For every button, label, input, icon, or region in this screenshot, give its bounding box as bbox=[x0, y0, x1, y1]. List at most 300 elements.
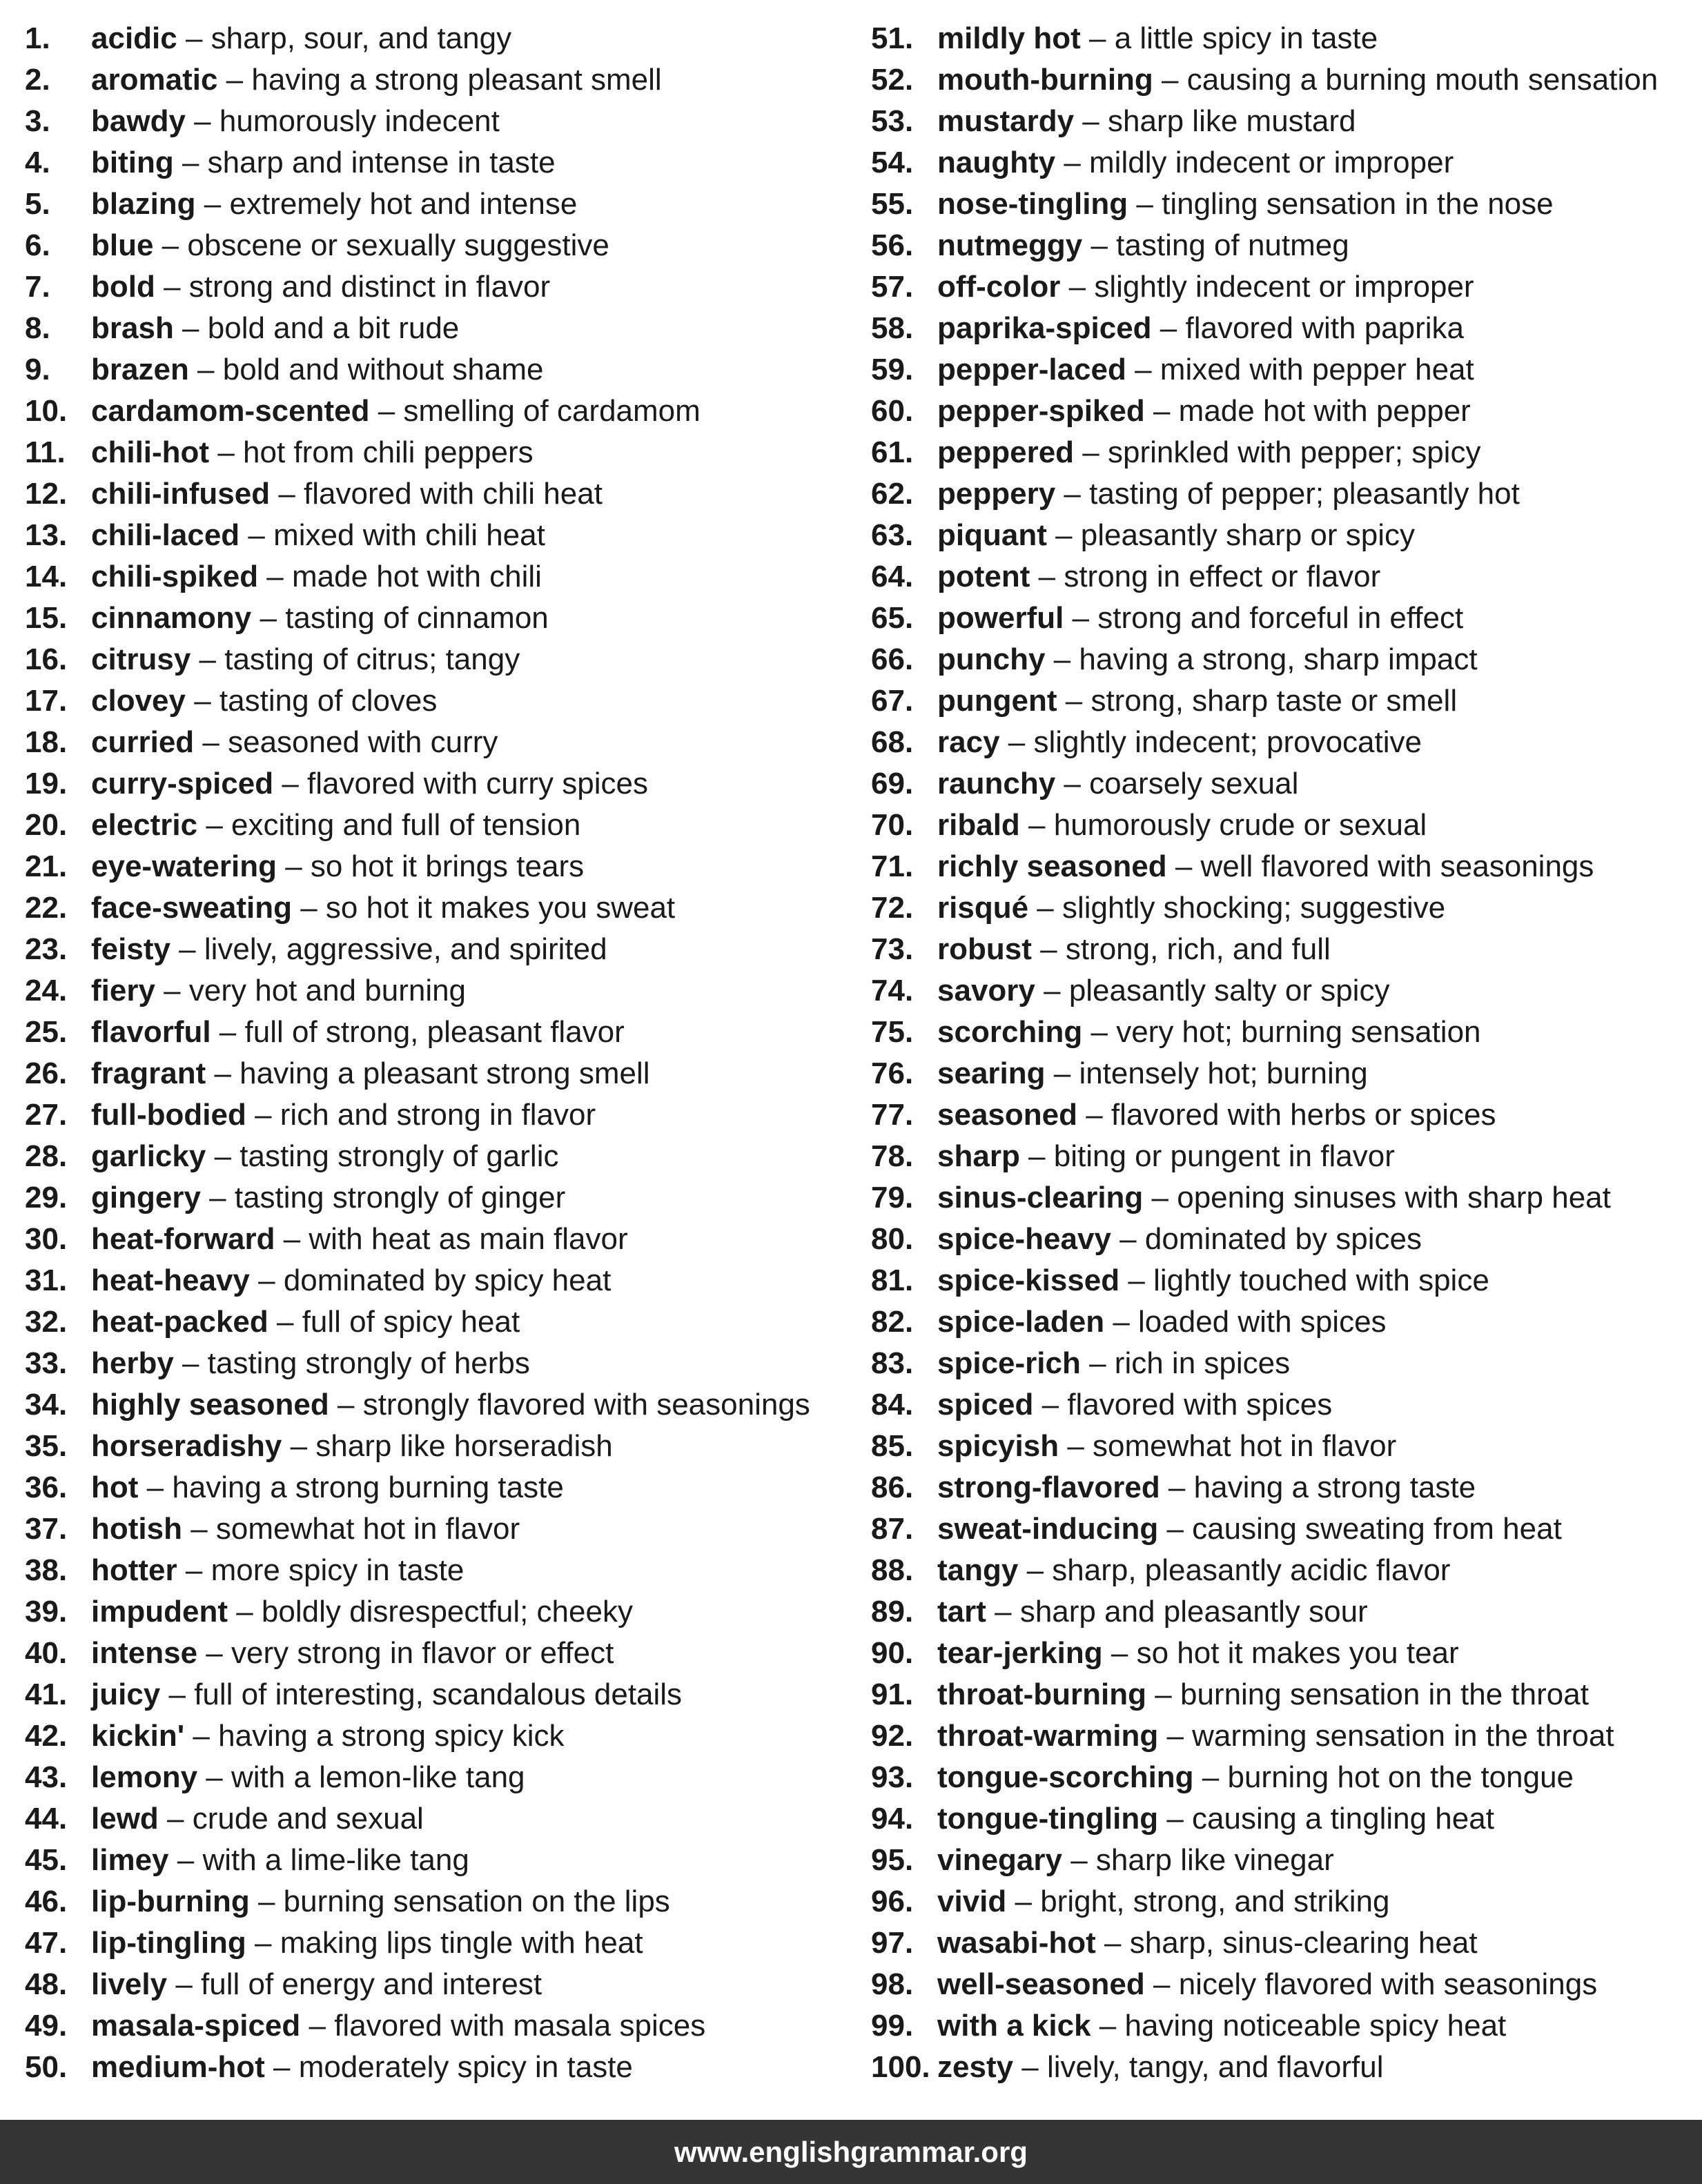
item-word: nose-tingling bbox=[937, 187, 1128, 221]
item-word: heat-heavy bbox=[91, 1263, 250, 1297]
item-word: nutmeggy bbox=[937, 228, 1083, 262]
item-body bbox=[937, 1136, 1395, 1177]
item-number: 85. bbox=[871, 1429, 914, 1463]
item-body bbox=[937, 1343, 1290, 1384]
item-separator: – bbox=[173, 1346, 208, 1380]
item-definition: a little spicy in taste bbox=[1114, 21, 1378, 55]
item-number: 1. bbox=[25, 21, 50, 55]
item-separator: – bbox=[167, 1967, 202, 2001]
item-number: 72. bbox=[871, 891, 914, 925]
item-separator: – bbox=[1074, 435, 1108, 469]
item-number: 39. bbox=[25, 1595, 68, 1629]
item-definition: having a strong pleasant smell bbox=[251, 63, 662, 97]
item-number: 28. bbox=[25, 1139, 68, 1173]
item-word: peppered bbox=[937, 435, 1075, 469]
item-word: ribald bbox=[937, 808, 1020, 842]
item-number: 77. bbox=[871, 1098, 914, 1132]
item-separator: – bbox=[1082, 1015, 1117, 1049]
item-body bbox=[937, 1550, 1450, 1591]
item-definition: intensely hot; burning bbox=[1079, 1056, 1368, 1090]
item-body bbox=[91, 308, 459, 349]
item-definition: dominated by spicy heat bbox=[283, 1263, 612, 1297]
item-body bbox=[91, 1591, 633, 1633]
item-number: 21. bbox=[25, 849, 68, 883]
item-word: blue bbox=[91, 228, 154, 262]
item-word: hotish bbox=[91, 1512, 182, 1546]
item-word: tangy bbox=[937, 1553, 1019, 1587]
item-separator: – bbox=[1104, 1305, 1139, 1339]
item-definition: pleasantly sharp or spicy bbox=[1080, 518, 1416, 552]
item-number: 26. bbox=[25, 1056, 68, 1090]
item-number: 7. bbox=[25, 270, 50, 304]
item-word: strong-flavored bbox=[937, 1470, 1160, 1504]
item-separator: – bbox=[1158, 1719, 1193, 1753]
item-body bbox=[91, 391, 701, 432]
item-body bbox=[91, 1426, 613, 1467]
item-body bbox=[91, 473, 603, 515]
item-number: 45. bbox=[25, 1843, 68, 1877]
item-separator: – bbox=[160, 1678, 195, 1711]
item-definition: very hot; burning sensation bbox=[1116, 1015, 1481, 1049]
item-number: 46. bbox=[25, 1885, 68, 1918]
item-word: citrusy bbox=[91, 642, 191, 676]
item-body bbox=[91, 722, 498, 763]
item-separator: – bbox=[1080, 1346, 1115, 1380]
item-separator: – bbox=[1055, 767, 1090, 800]
item-definition: flavored with spices bbox=[1067, 1388, 1333, 1421]
item-separator: – bbox=[185, 684, 219, 718]
item-body bbox=[937, 266, 1474, 308]
item-body bbox=[91, 1343, 530, 1384]
item-separator: – bbox=[1019, 808, 1054, 842]
item-body bbox=[91, 556, 542, 598]
item-body bbox=[937, 680, 1457, 722]
item-number: 43. bbox=[25, 1760, 68, 1794]
item-word: blazing bbox=[91, 187, 196, 221]
item-body bbox=[91, 1881, 670, 1922]
item-body bbox=[937, 308, 1464, 349]
item-separator: – bbox=[1045, 642, 1079, 676]
item-number: 56. bbox=[871, 228, 914, 262]
item-separator: – bbox=[369, 394, 404, 428]
item-word: punchy bbox=[937, 642, 1046, 676]
item-separator: – bbox=[190, 642, 225, 676]
item-word: hotter bbox=[91, 1553, 177, 1587]
item-word: garlicky bbox=[91, 1139, 206, 1173]
item-definition: sharp like vinegar bbox=[1095, 1843, 1334, 1877]
item-body bbox=[937, 2005, 1506, 2047]
item-number: 9. bbox=[25, 353, 50, 386]
item-word: with a kick bbox=[937, 2009, 1091, 2043]
item-separator: – bbox=[1153, 63, 1187, 97]
item-word: sweat-inducing bbox=[937, 1512, 1159, 1546]
item-word: mustardy bbox=[937, 104, 1075, 138]
item-separator: – bbox=[168, 1843, 203, 1877]
item-separator: – bbox=[1059, 1429, 1093, 1463]
item-definition: strong, sharp taste or smell bbox=[1090, 684, 1458, 718]
item-separator: – bbox=[276, 849, 311, 883]
item-word: tear-jerking bbox=[937, 1636, 1103, 1670]
item-body bbox=[91, 1550, 464, 1591]
item-word: pepper-laced bbox=[937, 353, 1126, 386]
item-word: full-bodied bbox=[91, 1098, 246, 1132]
item-word: tongue-tingling bbox=[937, 1802, 1159, 1836]
item-separator: – bbox=[197, 1760, 231, 1794]
item-word: eye-watering bbox=[91, 849, 277, 883]
item-definition: mixed with chili heat bbox=[273, 518, 545, 552]
item-separator: – bbox=[173, 311, 208, 345]
item-separator: – bbox=[1055, 146, 1090, 179]
item-definition: hot from chili peppers bbox=[243, 435, 534, 469]
item-separator: – bbox=[275, 1222, 309, 1256]
item-number: 27. bbox=[25, 1098, 68, 1132]
item-definition: tasting of citrus; tangy bbox=[224, 642, 520, 676]
item-definition: with a lemon-like tang bbox=[231, 1760, 525, 1794]
item-definition: well flavored with seasonings bbox=[1200, 849, 1594, 883]
item-word: aromatic bbox=[91, 63, 218, 97]
item-number: 17. bbox=[25, 684, 68, 718]
item-number: 16. bbox=[25, 642, 68, 676]
item-body bbox=[937, 1633, 1459, 1674]
item-body bbox=[91, 763, 648, 805]
item-number: 10. bbox=[25, 394, 68, 428]
item-separator: – bbox=[1160, 1470, 1194, 1504]
item-body bbox=[937, 101, 1356, 142]
item-body bbox=[937, 142, 1454, 184]
item-number: 4. bbox=[25, 146, 50, 179]
item-definition: bold and a bit rude bbox=[207, 311, 460, 345]
item-definition: strongly flavored with seasonings bbox=[362, 1388, 810, 1421]
item-word: naughty bbox=[937, 146, 1056, 179]
item-body bbox=[937, 929, 1331, 970]
item-separator: – bbox=[1102, 1636, 1137, 1670]
item-definition: full of energy and interest bbox=[201, 1967, 542, 2001]
item-word: feisty bbox=[91, 932, 170, 966]
item-number: 60. bbox=[871, 394, 914, 428]
item-number: 49. bbox=[25, 2009, 68, 2043]
item-definition: sharp and pleasantly sour bbox=[1019, 1595, 1368, 1629]
item-separator: – bbox=[1146, 1678, 1180, 1711]
item-word: cardamom-scented bbox=[91, 394, 370, 428]
item-definition: sharp, pleasantly acidic flavor bbox=[1052, 1553, 1451, 1587]
item-separator: – bbox=[158, 1802, 193, 1836]
item-separator: – bbox=[268, 1305, 302, 1339]
item-word: seasoned bbox=[937, 1098, 1077, 1132]
item-word: savory bbox=[937, 974, 1035, 1007]
item-number: 79. bbox=[871, 1181, 914, 1214]
item-body bbox=[937, 1757, 1574, 1798]
item-number: 88. bbox=[871, 1553, 914, 1587]
item-separator: – bbox=[170, 932, 204, 966]
item-definition: tasting strongly of ginger bbox=[234, 1181, 566, 1214]
item-word: tart bbox=[937, 1595, 986, 1629]
item-body bbox=[91, 1467, 564, 1508]
item-number: 48. bbox=[25, 1967, 68, 2001]
item-body bbox=[937, 391, 1471, 432]
item-word: chili-spiked bbox=[91, 560, 259, 593]
item-body bbox=[91, 1922, 643, 1964]
item-number: 55. bbox=[871, 187, 914, 221]
item-body bbox=[937, 18, 1378, 59]
item-definition: burning sensation in the throat bbox=[1180, 1678, 1589, 1711]
item-word: lip-tingling bbox=[91, 1926, 246, 1960]
item-word: throat-burning bbox=[937, 1678, 1147, 1711]
item-number: 59. bbox=[871, 353, 914, 386]
item-body bbox=[91, 2005, 705, 2047]
item-separator: – bbox=[1090, 2009, 1125, 2043]
item-word: pungent bbox=[937, 684, 1057, 718]
item-definition: so hot it makes you tear bbox=[1136, 1636, 1459, 1670]
item-separator: – bbox=[211, 1015, 245, 1049]
item-body bbox=[91, 1384, 810, 1426]
item-separator: – bbox=[1144, 394, 1179, 428]
item-separator: – bbox=[182, 1512, 216, 1546]
item-definition: causing a burning mouth sensation bbox=[1186, 63, 1659, 97]
item-definition: having noticeable spicy heat bbox=[1124, 2009, 1507, 2043]
item-definition: sprinkled with pepper; spicy bbox=[1107, 435, 1481, 469]
item-body bbox=[91, 225, 609, 266]
item-separator: – bbox=[173, 146, 208, 179]
item-body bbox=[937, 59, 1658, 101]
item-word: electric bbox=[91, 808, 198, 842]
item-body bbox=[91, 1757, 525, 1798]
item-separator: – bbox=[329, 1388, 363, 1421]
item-number: 93. bbox=[871, 1760, 914, 1794]
item-separator: – bbox=[246, 1926, 280, 1960]
item-definition: pleasantly salty or spicy bbox=[1068, 974, 1390, 1007]
item-definition: sharp like mustard bbox=[1108, 104, 1356, 138]
item-word: tongue-scorching bbox=[937, 1760, 1194, 1794]
item-number: 36. bbox=[25, 1470, 68, 1504]
item-number: 74. bbox=[871, 974, 914, 1007]
item-definition: extremely hot and intense bbox=[229, 187, 578, 221]
item-definition: making lips tingle with heat bbox=[280, 1926, 643, 1960]
item-body bbox=[937, 598, 1463, 639]
item-number: 54. bbox=[871, 146, 914, 179]
item-definition: flavored with paprika bbox=[1185, 311, 1465, 345]
item-word: spice-kissed bbox=[937, 1263, 1120, 1297]
item-number: 81. bbox=[871, 1263, 914, 1297]
item-body bbox=[937, 1508, 1562, 1550]
item-separator: – bbox=[206, 1056, 240, 1090]
item-number: 13. bbox=[25, 518, 68, 552]
item-separator: – bbox=[155, 974, 189, 1007]
item-body bbox=[91, 142, 556, 184]
item-definition: made hot with pepper bbox=[1178, 394, 1471, 428]
item-number: 12. bbox=[25, 477, 68, 511]
item-definition: bright, strong, and striking bbox=[1040, 1885, 1390, 1918]
item-body bbox=[937, 556, 1380, 598]
item-definition: sharp and intense in taste bbox=[207, 146, 556, 179]
item-word: highly seasoned bbox=[91, 1388, 329, 1421]
item-number: 57. bbox=[871, 270, 914, 304]
item-definition: strong and forceful in effect bbox=[1097, 601, 1464, 635]
item-definition: obscene or sexually suggestive bbox=[187, 228, 609, 262]
item-number: 64. bbox=[871, 560, 914, 593]
item-word: heat-forward bbox=[91, 1222, 275, 1256]
item-body bbox=[937, 763, 1298, 805]
item-body bbox=[937, 1177, 1611, 1219]
item-definition: flavored with masala spices bbox=[334, 2009, 706, 2043]
item-definition: nicely flavored with seasonings bbox=[1178, 1967, 1598, 2001]
item-definition: having a pleasant strong smell bbox=[239, 1056, 650, 1090]
item-body bbox=[937, 184, 1554, 225]
item-number: 84. bbox=[871, 1388, 914, 1421]
item-word: sharp bbox=[937, 1139, 1020, 1173]
item-definition: having a strong, sharp impact bbox=[1079, 642, 1478, 676]
item-number: 95. bbox=[871, 1843, 914, 1877]
item-word: lively bbox=[91, 1967, 168, 2001]
item-definition: lightly touched with spice bbox=[1153, 1263, 1489, 1297]
item-separator: – bbox=[155, 270, 189, 304]
item-body bbox=[91, 1301, 520, 1343]
item-definition: tasting of pepper; pleasantly hot bbox=[1089, 477, 1520, 511]
item-number: 82. bbox=[871, 1305, 914, 1339]
footer-url[interactable]: www.englishgrammar.org bbox=[674, 2136, 1028, 2168]
item-definition: sharp, sinus-clearing heat bbox=[1129, 1926, 1478, 1960]
item-number: 53. bbox=[871, 104, 914, 138]
item-word: mouth-burning bbox=[937, 63, 1153, 97]
footer-banner bbox=[0, 2120, 1702, 2184]
item-word: fragrant bbox=[91, 1056, 206, 1090]
item-body bbox=[91, 680, 437, 722]
item-number: 76. bbox=[871, 1056, 914, 1090]
item-body bbox=[91, 1094, 596, 1136]
item-separator: – bbox=[1095, 1926, 1130, 1960]
item-number: 97. bbox=[871, 1926, 914, 1960]
item-body bbox=[937, 1053, 1368, 1094]
item-body bbox=[91, 1136, 558, 1177]
item-number: 37. bbox=[25, 1512, 68, 1546]
item-separator: – bbox=[1062, 1843, 1096, 1877]
item-body bbox=[937, 1964, 1597, 2005]
item-word: bold bbox=[91, 270, 155, 304]
item-number: 44. bbox=[25, 1802, 68, 1836]
item-separator: – bbox=[1158, 1802, 1193, 1836]
item-separator: – bbox=[251, 601, 286, 635]
item-word: scorching bbox=[937, 1015, 1083, 1049]
item-number: 99. bbox=[871, 2009, 914, 2043]
item-body bbox=[91, 1012, 625, 1053]
item-separator: – bbox=[1046, 518, 1081, 552]
item-separator: – bbox=[1064, 601, 1098, 635]
item-body bbox=[91, 59, 662, 101]
item-number: 87. bbox=[871, 1512, 914, 1546]
item-number: 34. bbox=[25, 1388, 68, 1421]
item-word: curried bbox=[91, 725, 195, 759]
item-definition: very hot and burning bbox=[188, 974, 467, 1007]
item-separator: – bbox=[195, 187, 230, 221]
item-separator: – bbox=[986, 1595, 1020, 1629]
item-number: 22. bbox=[25, 891, 68, 925]
item-number: 71. bbox=[871, 849, 914, 883]
item-word: masala-spiced bbox=[91, 2009, 301, 2043]
item-body bbox=[91, 1674, 682, 1715]
item-word: robust bbox=[937, 932, 1032, 966]
item-body bbox=[91, 1260, 611, 1301]
item-separator: – bbox=[200, 1181, 235, 1214]
item-number: 24. bbox=[25, 974, 68, 1007]
item-number: 52. bbox=[871, 63, 914, 97]
item-definition: lively, aggressive, and spirited bbox=[204, 932, 607, 966]
item-word: wasabi-hot bbox=[937, 1926, 1096, 1960]
item-number: 14. bbox=[25, 560, 68, 593]
item-separator: – bbox=[291, 891, 326, 925]
item-separator: – bbox=[197, 1636, 231, 1670]
item-body bbox=[91, 101, 500, 142]
item-word: raunchy bbox=[937, 767, 1056, 800]
item-word: chili-hot bbox=[91, 435, 210, 469]
item-definition: tingling sensation in the nose bbox=[1162, 187, 1554, 221]
item-separator: – bbox=[188, 353, 223, 386]
item-separator: – bbox=[1166, 849, 1201, 883]
item-number: 92. bbox=[871, 1719, 914, 1753]
item-body bbox=[937, 1219, 1422, 1260]
item-body bbox=[91, 805, 580, 846]
item-word: piquant bbox=[937, 518, 1047, 552]
item-word: chili-infused bbox=[91, 477, 271, 511]
item-separator: – bbox=[239, 518, 274, 552]
item-definition: opening sinuses with sharp heat bbox=[1177, 1181, 1611, 1214]
item-number: 90. bbox=[871, 1636, 914, 1670]
item-number: 80. bbox=[871, 1222, 914, 1256]
item-body bbox=[91, 1053, 650, 1094]
item-number: 70. bbox=[871, 808, 914, 842]
item-body bbox=[91, 929, 607, 970]
item-word: lemony bbox=[91, 1760, 198, 1794]
item-number: 23. bbox=[25, 932, 68, 966]
item-word: clovey bbox=[91, 684, 186, 718]
item-definition: causing sweating from heat bbox=[1192, 1512, 1562, 1546]
item-word: risqué bbox=[937, 891, 1029, 925]
item-body bbox=[91, 1508, 520, 1550]
item-definition: humorously indecent bbox=[219, 104, 500, 138]
item-separator: – bbox=[1019, 1139, 1054, 1173]
item-number: 69. bbox=[871, 767, 914, 800]
item-separator: – bbox=[1111, 1222, 1145, 1256]
item-separator: – bbox=[1057, 684, 1091, 718]
item-word: limey bbox=[91, 1843, 169, 1877]
item-separator: – bbox=[1077, 1098, 1111, 1132]
item-separator: – bbox=[1158, 1512, 1193, 1546]
item-word: potent bbox=[937, 560, 1030, 593]
item-separator: – bbox=[273, 767, 308, 800]
item-word: fiery bbox=[91, 974, 155, 1007]
item-body bbox=[937, 1922, 1478, 1964]
item-word: lip-burning bbox=[91, 1885, 250, 1918]
item-definition: flavored with herbs or spices bbox=[1111, 1098, 1496, 1132]
item-word: sinus-clearing bbox=[937, 1181, 1144, 1214]
item-definition: with a lime-like tang bbox=[202, 1843, 469, 1877]
item-word: spice-heavy bbox=[937, 1222, 1111, 1256]
item-body bbox=[937, 349, 1474, 391]
item-definition: somewhat hot in flavor bbox=[215, 1512, 520, 1546]
item-body bbox=[937, 1012, 1481, 1053]
item-word: impudent bbox=[91, 1595, 228, 1629]
item-number: 33. bbox=[25, 1346, 68, 1380]
item-word: gingery bbox=[91, 1181, 201, 1214]
item-definition: moderately spicy in taste bbox=[298, 2050, 633, 2084]
item-word: peppery bbox=[937, 477, 1056, 511]
item-separator: – bbox=[1055, 477, 1090, 511]
item-separator: – bbox=[1151, 311, 1186, 345]
item-body bbox=[937, 887, 1445, 929]
item-body bbox=[937, 1591, 1368, 1633]
item-word: chili-laced bbox=[91, 518, 240, 552]
item-separator: – bbox=[153, 228, 188, 262]
item-definition: made hot with chili bbox=[292, 560, 542, 593]
item-body bbox=[937, 225, 1349, 266]
